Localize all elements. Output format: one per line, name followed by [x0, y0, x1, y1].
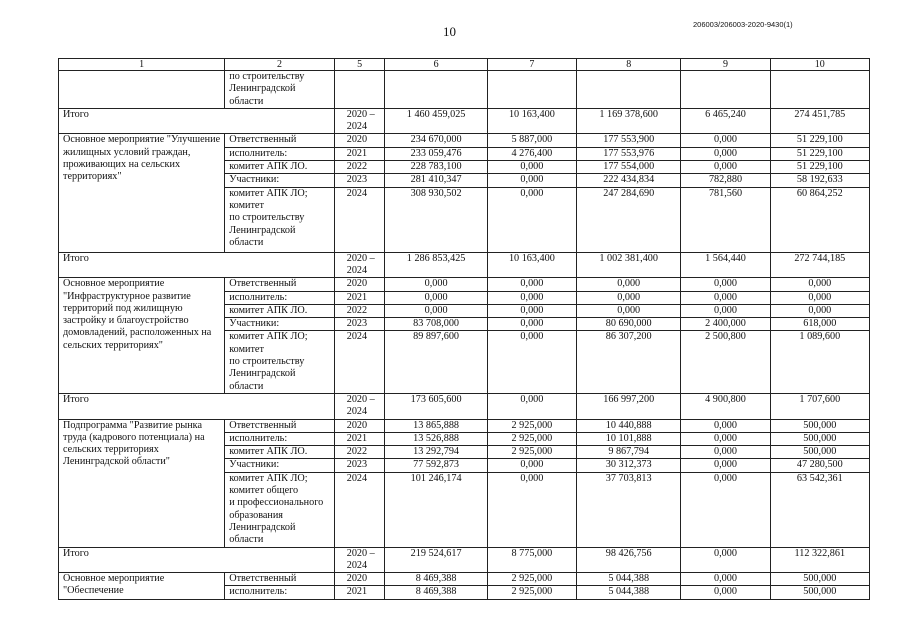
value-cell: 0,000 [487, 187, 576, 252]
value-cell: 8 469,388 [385, 586, 487, 599]
value-cell: 0,000 [681, 459, 770, 472]
total-value-cell: 1 169 378,600 [576, 108, 680, 134]
total-value-cell: 166 997,200 [576, 393, 680, 419]
year-cell: 2023 [334, 174, 385, 187]
responsible-cell: Ответственный [225, 278, 334, 291]
value-cell: 228 783,100 [385, 161, 487, 174]
responsible-cell: комитет АПК ЛО; комитет общего и профессионального образования Ленинградской области [225, 472, 334, 547]
value-cell: 5 044,388 [576, 573, 680, 586]
year-cell: 2020 [334, 419, 385, 432]
total-value-cell: 0,000 [681, 547, 770, 573]
value-cell: 500,000 [770, 446, 869, 459]
value-cell: 0,000 [576, 278, 680, 291]
total-value-cell: 1 460 459,025 [385, 108, 487, 134]
value-cell: 60 864,252 [770, 187, 869, 252]
total-row [59, 547, 870, 573]
value-cell: 0,000 [487, 291, 576, 304]
value-cell: 1 089,600 [770, 331, 869, 393]
year-cell: 2022 [334, 304, 385, 317]
value-cell: 63 542,361 [770, 472, 869, 547]
table-row [59, 278, 870, 291]
item-name-cell: Основное мероприятие "Улучшение жилищных условий граждан, проживающих на сельских территориях" [59, 134, 225, 252]
year-cell: 2021 [334, 586, 385, 599]
value-cell: 2 925,000 [487, 419, 576, 432]
responsible-cell: по строительству Ленинградской области [225, 71, 334, 109]
responsible-cell: Ответственный [225, 419, 334, 432]
value-cell: 30 312,373 [576, 459, 680, 472]
total-years: 2020 – 2024 [334, 393, 385, 419]
value-cell: 5 887,000 [487, 134, 576, 147]
value-cell: 86 307,200 [576, 331, 680, 393]
value-cell: 0,000 [385, 304, 487, 317]
value-cell: 2 925,000 [487, 432, 576, 445]
value-cell: 0,000 [681, 419, 770, 432]
header-cell: 9 [681, 59, 770, 71]
value-cell: 500,000 [770, 432, 869, 445]
value-cell: 234 670,000 [385, 134, 487, 147]
total-value-cell: 272 744,185 [770, 252, 869, 278]
total-label: Итого [59, 547, 335, 573]
table-row [59, 419, 870, 432]
value-cell: 781,560 [681, 187, 770, 252]
value-cell: 0,000 [681, 278, 770, 291]
value-cell: 0,000 [385, 291, 487, 304]
value-cell: 0,000 [681, 161, 770, 174]
value-cell: 247 284,690 [576, 187, 680, 252]
value-cell: 80 690,000 [576, 318, 680, 331]
value-cell: 0,000 [681, 432, 770, 445]
value-cell: 0,000 [681, 304, 770, 317]
responsible-cell: комитет АПК ЛО. [225, 446, 334, 459]
value-cell: 0,000 [576, 291, 680, 304]
value-cell: 13 526,888 [385, 432, 487, 445]
year-cell: 2020 [334, 573, 385, 586]
value-cell: 8 469,388 [385, 573, 487, 586]
continuation-row [59, 71, 870, 109]
responsible-cell: исполнитель: [225, 432, 334, 445]
total-years: 2020 – 2024 [334, 252, 385, 278]
value-cell: 9 867,794 [576, 446, 680, 459]
value-cell: 2 400,000 [681, 318, 770, 331]
total-value-cell: 1 286 853,425 [385, 252, 487, 278]
page-number: 10 [443, 24, 456, 39]
total-row [59, 108, 870, 134]
total-value-cell: 1 707,600 [770, 393, 869, 419]
table-body [59, 71, 870, 600]
value-cell: 0,000 [770, 304, 869, 317]
value-cell: 2 925,000 [487, 573, 576, 586]
total-years: 2020 – 2024 [334, 108, 385, 134]
total-label: Итого [59, 393, 335, 419]
document-code: 206003/206003-2020-9430(1) [693, 20, 793, 29]
value-cell: 500,000 [770, 586, 869, 599]
total-value-cell: 10 163,400 [487, 108, 576, 134]
value-cell: 0,000 [576, 304, 680, 317]
responsible-cell: Участники: [225, 174, 334, 187]
year-cell: 2021 [334, 291, 385, 304]
year-cell: 2023 [334, 459, 385, 472]
value-cell: 281 410,347 [385, 174, 487, 187]
year-cell: 2021 [334, 147, 385, 160]
total-value-cell: 1 564,440 [681, 252, 770, 278]
item-name-cell: Основное мероприятие "Обеспечение [59, 573, 225, 600]
value-cell: 47 280,500 [770, 459, 869, 472]
value-cell: 13 292,794 [385, 446, 487, 459]
value-cell: 89 897,600 [385, 331, 487, 393]
header-cell: 1 [59, 59, 225, 71]
value-cell: 58 192,633 [770, 174, 869, 187]
total-value-cell: 6 465,240 [681, 108, 770, 134]
total-value-cell: 173 605,600 [385, 393, 487, 419]
value-cell: 0,000 [487, 278, 576, 291]
total-value-cell: 219 524,617 [385, 547, 487, 573]
value-cell: 0,000 [681, 472, 770, 547]
total-value-cell: 1 002 381,400 [576, 252, 680, 278]
value-cell: 51 229,100 [770, 161, 869, 174]
year-cell: 2024 [334, 331, 385, 393]
value-cell: 0,000 [487, 318, 576, 331]
item-name-cell: Подпрограмма "Развитие рынка труда (кадрового потенциала) на сельских территориях Ленинградской области" [59, 419, 225, 547]
total-value-cell: 10 163,400 [487, 252, 576, 278]
year-cell: 2024 [334, 472, 385, 547]
year-cell: 2023 [334, 318, 385, 331]
total-label: Итого [59, 252, 335, 278]
responsible-cell: Участники: [225, 318, 334, 331]
value-cell: 222 434,834 [576, 174, 680, 187]
value-cell: 0,000 [681, 573, 770, 586]
value-cell: 0,000 [487, 459, 576, 472]
value-cell: 0,000 [385, 278, 487, 291]
total-value-cell: 112 322,861 [770, 547, 869, 573]
table-row [59, 134, 870, 147]
responsible-cell: комитет АПК ЛО; комитет по строительству Ленинградской области [225, 187, 334, 252]
responsible-cell: исполнитель: [225, 147, 334, 160]
value-cell: 2 925,000 [487, 586, 576, 599]
value-cell: 77 592,873 [385, 459, 487, 472]
year-cell: 2022 [334, 161, 385, 174]
value-cell: 0,000 [681, 586, 770, 599]
total-value-cell: 0,000 [487, 393, 576, 419]
value-cell: 13 865,888 [385, 419, 487, 432]
value-cell: 0,000 [487, 174, 576, 187]
value-cell: 101 246,174 [385, 472, 487, 547]
value-cell: 2 925,000 [487, 446, 576, 459]
year-cell: 2021 [334, 432, 385, 445]
value-cell: 782,880 [681, 174, 770, 187]
value-cell: 0,000 [681, 134, 770, 147]
year-cell: 2022 [334, 446, 385, 459]
responsible-cell: исполнитель: [225, 291, 334, 304]
year-cell: 2024 [334, 187, 385, 252]
value-cell: 0,000 [681, 291, 770, 304]
responsible-cell: комитет АПК ЛО. [225, 304, 334, 317]
year-cell: 2020 [334, 134, 385, 147]
responsible-cell: Участники: [225, 459, 334, 472]
value-cell: 0,000 [681, 446, 770, 459]
value-cell: 233 059,476 [385, 147, 487, 160]
value-cell: 177 553,976 [576, 147, 680, 160]
header-cell: 10 [770, 59, 869, 71]
responsible-cell: исполнитель: [225, 586, 334, 599]
value-cell: 0,000 [770, 291, 869, 304]
value-cell: 500,000 [770, 419, 869, 432]
responsible-cell: Ответственный [225, 134, 334, 147]
header-cell: 2 [225, 59, 334, 71]
value-cell: 0,000 [487, 161, 576, 174]
value-cell: 177 553,900 [576, 134, 680, 147]
value-cell: 500,000 [770, 573, 869, 586]
item-name-cell: Основное мероприятие "Инфраструктурное развитие территорий под жилищную застройку и благоустройство домовладений, расположенных на сельских территориях" [59, 278, 225, 394]
year-cell: 2020 [334, 278, 385, 291]
value-cell: 0,000 [681, 147, 770, 160]
value-cell: 0,000 [770, 278, 869, 291]
total-years: 2020 – 2024 [334, 547, 385, 573]
value-cell: 618,000 [770, 318, 869, 331]
value-cell: 0,000 [487, 331, 576, 393]
value-cell: 10 101,888 [576, 432, 680, 445]
header-cell: 6 [385, 59, 487, 71]
value-cell: 51 229,100 [770, 147, 869, 160]
value-cell: 83 708,000 [385, 318, 487, 331]
total-value-cell: 98 426,756 [576, 547, 680, 573]
total-value-cell: 274 451,785 [770, 108, 869, 134]
total-row [59, 393, 870, 419]
total-value-cell: 4 900,800 [681, 393, 770, 419]
table-row [59, 573, 870, 586]
total-label: Итого [59, 108, 335, 134]
value-cell: 37 703,813 [576, 472, 680, 547]
value-cell: 2 500,800 [681, 331, 770, 393]
header-cell: 7 [487, 59, 576, 71]
value-cell: 177 554,000 [576, 161, 680, 174]
total-value-cell: 8 775,000 [487, 547, 576, 573]
value-cell: 308 930,502 [385, 187, 487, 252]
value-cell: 5 044,388 [576, 586, 680, 599]
responsible-cell: комитет АПК ЛО; комитет по строительству Ленинградской области [225, 331, 334, 393]
responsible-cell: комитет АПК ЛО. [225, 161, 334, 174]
header-cell: 8 [576, 59, 680, 71]
responsible-cell: Ответственный [225, 573, 334, 586]
header-cell: 5 [334, 59, 385, 71]
budget-table [58, 58, 870, 600]
value-cell: 51 229,100 [770, 134, 869, 147]
header-row [59, 59, 870, 71]
value-cell: 0,000 [487, 304, 576, 317]
total-row [59, 252, 870, 278]
value-cell: 4 276,400 [487, 147, 576, 160]
value-cell: 10 440,888 [576, 419, 680, 432]
value-cell: 0,000 [487, 472, 576, 547]
